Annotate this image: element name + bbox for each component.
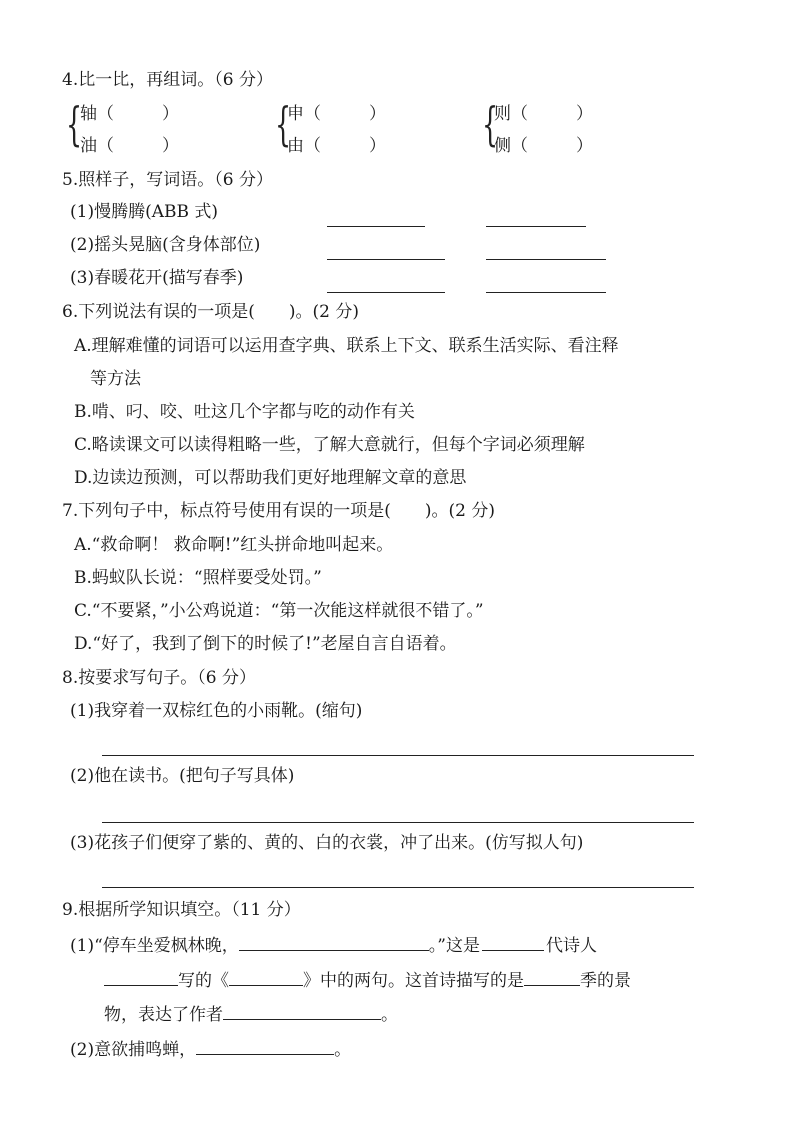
q4-pair2-b: 由（ ） — [287, 136, 386, 156]
q9-line4: (2)意欲捕鸣蝉， 。 — [70, 1036, 351, 1062]
q7-option-c: C.“不要紧，”小公鸡说道：“第一次能这样就很不错了。” — [74, 601, 484, 621]
brace-3: { — [482, 97, 499, 151]
q7-option-b: B.蚂蚁队长说：“照样要受处罚。” — [74, 568, 322, 588]
q8-item1: (1)我穿着一双棕红色的小雨靴。(缩句) — [70, 701, 363, 721]
q9-line3: 物，表达了作者 。 — [104, 1001, 398, 1027]
q7-title: 7.下列句子中，标点符号使用有误的一项是( )。(2 分) — [62, 501, 495, 521]
q8-item2: (2)他在读书。(把句子写具体) — [70, 766, 295, 786]
brace-2: { — [275, 97, 292, 151]
q5-item1: (1)慢腾腾(ABB 式) — [70, 202, 219, 222]
q6-option-a: A.理解难懂的词语可以运用查字典、联系上下文、联系生活实际、看注释 — [74, 336, 619, 356]
q7-option-a: A.“救命啊！ 救命啊!”红头拼命地叫起来。 — [74, 535, 394, 555]
q6-option-c: C.略读课文可以读得粗略一些，了解大意就行，但每个字词必须理解 — [74, 435, 585, 455]
q9-blank-poet[interactable] — [104, 967, 178, 986]
q5-answer-line[interactable] — [486, 292, 606, 293]
q8-answer-line-3[interactable] — [102, 887, 694, 888]
q9-blank-season[interactable] — [524, 967, 580, 986]
q8-title: 8.按要求写句子。（6 分） — [62, 668, 256, 688]
q9-blank-feeling[interactable] — [223, 1001, 381, 1020]
q6-option-b: B.啃、叼、咬、吐这几个字都与吃的动作有关 — [74, 402, 415, 422]
q4-pair2-a: 申（ ） — [287, 104, 386, 124]
q6-title: 6.下列说法有误的一项是( )。(2 分) — [62, 302, 359, 322]
q7-option-d: D.“好了，我到了倒下的时候了!”老屋自言自语着。 — [74, 634, 457, 654]
q5-answer-line[interactable] — [327, 226, 425, 227]
q9-blank-poem-title[interactable] — [229, 967, 303, 986]
q9-blank-next-line[interactable] — [196, 1036, 334, 1055]
q4-pair1-a: 轴（ ） — [80, 104, 179, 124]
q5-answer-line[interactable] — [327, 292, 445, 293]
q5-item3: (3)春暖花开(描写春季) — [70, 268, 244, 288]
q8-answer-line-1[interactable] — [102, 755, 694, 756]
q5-title: 5.照样子，写词语。（6 分） — [62, 170, 273, 190]
q9-blank-dynasty[interactable] — [482, 932, 544, 951]
q8-answer-line-2[interactable] — [102, 822, 694, 823]
q9-line2: 写的《 》中的两句。这首诗描写的是 季的景 — [104, 967, 631, 993]
q9-blank-poem-line[interactable] — [239, 932, 429, 951]
q5-answer-line[interactable] — [327, 259, 445, 260]
q5-answer-line[interactable] — [486, 259, 606, 260]
q9-line1: (1)“停车坐爱枫林晚， 。”这是 代诗人 — [70, 932, 597, 958]
q9-title: 9.根据所学知识填空。（11 分） — [62, 900, 301, 920]
brace-1: { — [66, 97, 83, 151]
q4-pair1-b: 油（ ） — [80, 136, 179, 156]
q4-pair3-b: 侧（ ） — [494, 136, 593, 156]
q6-option-d: D.边读边预测，可以帮助我们更好地理解文章的意思 — [74, 468, 467, 488]
q5-item2: (2)摇头晃脑(含身体部位) — [70, 235, 261, 255]
q5-answer-line[interactable] — [486, 226, 586, 227]
q4-title: 4.比一比，再组词。（6 分） — [62, 70, 273, 90]
q6-option-a-cont: 等方法 — [90, 369, 141, 389]
q4-pair3-a: 则（ ） — [494, 104, 593, 124]
q8-item3: (3)花孩子们便穿了紫的、黄的、白的衣裳，冲了出来。(仿写拟人句) — [70, 833, 584, 853]
